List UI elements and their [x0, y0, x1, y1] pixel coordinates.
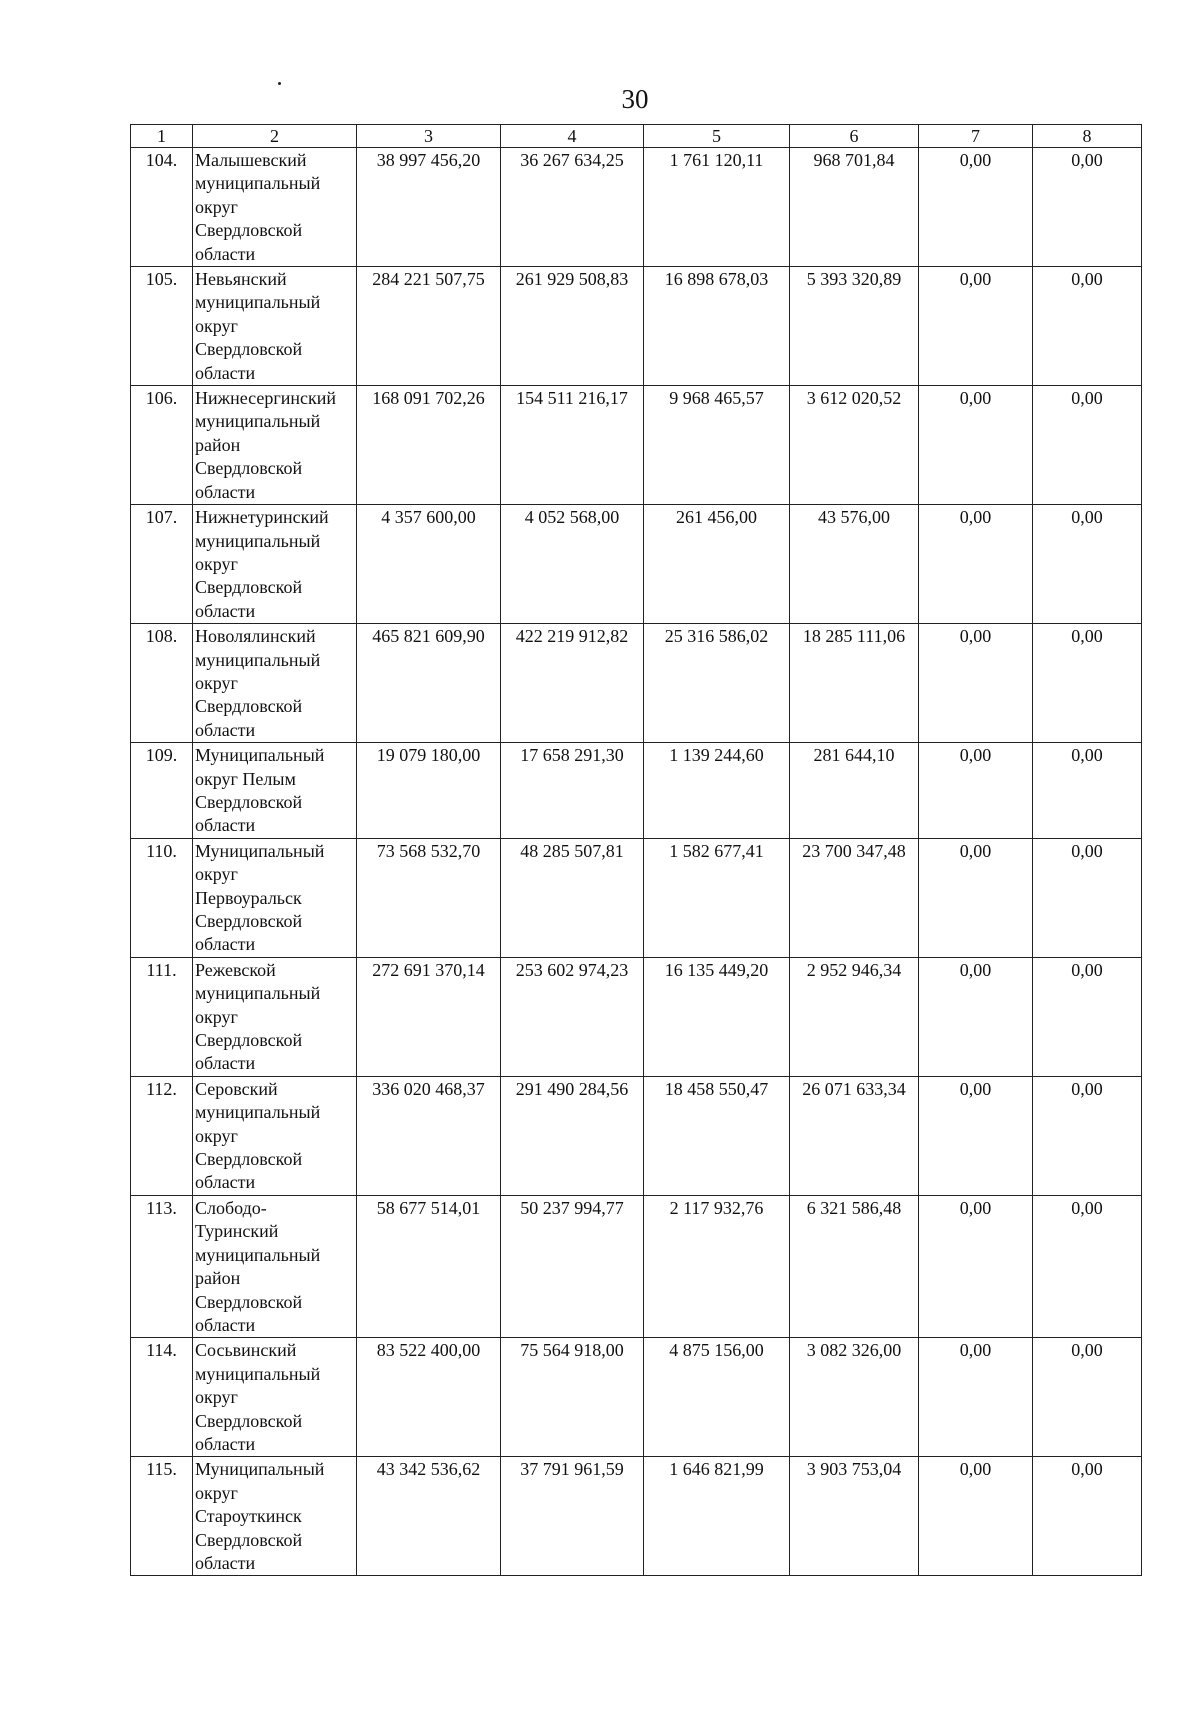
municipality-name-line: округ [195, 672, 238, 693]
table-row [131, 1457, 1142, 1576]
amount-cell-v8: 0,00 [1033, 1076, 1142, 1195]
amount-cell-v3: 4 357 600,00 [357, 505, 501, 624]
municipality-name-line: Слободо- [195, 1197, 267, 1218]
amount-cell-v4: 422 219 912,82 [501, 624, 644, 743]
municipality-name [193, 1076, 357, 1195]
municipality-name-line: Свердловской [195, 911, 303, 931]
amount-cell-v4: 36 267 634,25 [501, 148, 644, 267]
municipality-name-line: Свердловской [195, 339, 303, 360]
amount-cell-v8: 0,00 [1033, 1195, 1142, 1337]
row-number: 115. [131, 1457, 193, 1576]
municipality-name-line: области [195, 1172, 256, 1193]
amount-cell-v7: 0,00 [919, 267, 1033, 386]
amount-cell-v6: 3 612 020,52 [790, 386, 919, 505]
amount-cell-v7: 0,00 [919, 505, 1033, 624]
amount-cell-v4: 48 285 507,81 [501, 838, 644, 957]
municipality-name-line: Свердловской [195, 220, 303, 241]
column-header: 1 [131, 125, 193, 148]
municipality-name-line: Малышевский [195, 150, 307, 170]
municipality-name-line: Сосьвинский [195, 1340, 297, 1361]
municipality-name-line: Свердловской [195, 1529, 303, 1550]
municipality-name-line: муниципальный [195, 411, 321, 432]
amount-cell-v3: 284 221 507,75 [357, 267, 501, 386]
municipality-name [193, 505, 357, 624]
amount-cell-v5: 4 875 156,00 [644, 1338, 790, 1457]
amount-cell-v7: 0,00 [919, 957, 1033, 1076]
amount-cell-v3: 38 997 456,20 [357, 148, 501, 267]
amount-cell-v6: 3 082 326,00 [790, 1338, 919, 1457]
amount-cell-v7: 0,00 [919, 1457, 1033, 1576]
amount-cell-v3: 73 568 532,70 [357, 838, 501, 957]
row-number: 106. [131, 386, 193, 505]
municipality-name-line: Нижнесергинский [195, 388, 336, 409]
municipality-name-line: области [195, 362, 256, 383]
amount-cell-v5: 16 135 449,20 [644, 957, 790, 1076]
table-row [131, 148, 1142, 267]
amount-cell-v8: 0,00 [1033, 505, 1142, 624]
column-header: 4 [501, 125, 644, 148]
table-row [131, 1076, 1142, 1195]
table-row [131, 505, 1142, 624]
municipality-name [193, 148, 357, 267]
amount-cell-v4: 4 052 568,00 [501, 505, 644, 624]
column-header: 3 [357, 125, 501, 148]
row-number: 104. [131, 148, 193, 267]
municipality-name-line: округ Пелым [195, 768, 296, 789]
municipality-name-line: области [195, 815, 256, 836]
column-header: 7 [919, 125, 1033, 148]
amount-cell-v5: 1 582 677,41 [644, 838, 790, 957]
municipality-name-line: Свердловской [195, 1410, 303, 1431]
municipality-name [193, 267, 357, 386]
municipality-name-line: муниципальный [195, 983, 321, 1004]
municipality-name-line: муниципальный [195, 1363, 321, 1384]
amount-cell-v8: 0,00 [1033, 624, 1142, 743]
municipality-name-line: Свердловской [195, 791, 303, 812]
amount-cell-v7: 0,00 [919, 148, 1033, 267]
row-number: 112. [131, 1076, 193, 1195]
amount-cell-v4: 17 658 291,30 [501, 743, 644, 839]
column-header: 5 [644, 125, 790, 148]
municipality-name-line: области [195, 600, 256, 621]
amount-cell-v5: 16 898 678,03 [644, 267, 790, 386]
municipality-name-line: области [195, 481, 256, 502]
amount-cell-v5: 9 968 465,57 [644, 386, 790, 505]
municipality-name-line: округ [195, 553, 238, 574]
amount-cell-v6: 968 701,84 [790, 148, 919, 267]
municipality-name-line: округ [195, 1125, 238, 1146]
amount-cell-v3: 83 522 400,00 [357, 1338, 501, 1457]
municipality-name-line: муниципальный [195, 530, 321, 551]
amount-cell-v5: 25 316 586,02 [644, 624, 790, 743]
municipality-name-line: Свердловской [195, 458, 303, 479]
municipality-name-line: Свердловской [195, 577, 303, 598]
table-row [131, 838, 1142, 957]
amount-cell-v6: 281 644,10 [790, 743, 919, 839]
amount-cell-v4: 154 511 216,17 [501, 386, 644, 505]
amount-cell-v6: 23 700 347,48 [790, 838, 919, 957]
amount-cell-v7: 0,00 [919, 624, 1033, 743]
municipality-name-line: области [195, 1053, 256, 1074]
amount-cell-v6: 5 393 320,89 [790, 267, 919, 386]
municipality-name [193, 1195, 357, 1337]
municipality-name-line: области [195, 719, 256, 740]
amount-cell-v8: 0,00 [1033, 1338, 1142, 1457]
municipality-name [193, 1457, 357, 1576]
row-number: 110. [131, 838, 193, 957]
amount-cell-v3: 272 691 370,14 [357, 957, 501, 1076]
amount-cell-v5: 1 761 120,11 [644, 148, 790, 267]
municipality-name-line: Первоуральск [195, 887, 302, 908]
row-number: 108. [131, 624, 193, 743]
municipality-name-line: Свердловской [195, 696, 303, 717]
municipality-name [193, 624, 357, 743]
municipality-name-line: Туринский [195, 1221, 279, 1242]
amount-cell-v8: 0,00 [1033, 957, 1142, 1076]
municipality-name-line: Невьянский [195, 269, 287, 290]
municipality-name [193, 1338, 357, 1457]
amount-cell-v3: 465 821 609,90 [357, 624, 501, 743]
table-row [131, 1195, 1142, 1337]
municipality-name-line: Серовский [195, 1078, 278, 1099]
municipality-name-line: округ [195, 315, 238, 336]
municipality-name-line: округ [195, 196, 238, 217]
amount-cell-v5: 261 456,00 [644, 505, 790, 624]
municipality-name-line: области [195, 243, 256, 264]
amount-cell-v7: 0,00 [919, 1338, 1033, 1457]
municipality-name-line: Свердловской [195, 1291, 303, 1312]
column-header: 6 [790, 125, 919, 148]
municipality-name-line: Муниципальный [195, 1459, 325, 1480]
table-row [131, 386, 1142, 505]
column-header: 2 [193, 125, 357, 148]
municipality-name-line: округ [195, 1006, 238, 1027]
amount-cell-v3: 58 677 514,01 [357, 1195, 501, 1337]
table-row [131, 957, 1142, 1076]
municipality-name-line: муниципальный [195, 292, 321, 313]
row-number: 105. [131, 267, 193, 386]
table-row [131, 267, 1142, 386]
amount-cell-v6: 43 576,00 [790, 505, 919, 624]
municipality-name-line: муниципальный [195, 649, 321, 670]
amount-cell-v8: 0,00 [1033, 148, 1142, 267]
municipality-name-line: Муниципальный [195, 840, 325, 861]
table-row [131, 624, 1142, 743]
amount-cell-v5: 2 117 932,76 [644, 1195, 790, 1337]
amount-cell-v8: 0,00 [1033, 267, 1142, 386]
amount-cell-v4: 50 237 994,77 [501, 1195, 644, 1337]
amount-cell-v4: 37 791 961,59 [501, 1457, 644, 1576]
row-number: 114. [131, 1338, 193, 1457]
amount-cell-v6: 18 285 111,06 [790, 624, 919, 743]
municipality-name-line: муниципальный [195, 1102, 321, 1123]
municipality-name-line: муниципальный [195, 173, 321, 194]
municipality-name-line: округ [195, 1387, 238, 1408]
budget-table [130, 124, 1142, 1576]
column-header: 8 [1033, 125, 1142, 148]
amount-cell-v3: 19 079 180,00 [357, 743, 501, 839]
amount-cell-v5: 1 646 821,99 [644, 1457, 790, 1576]
amount-cell-v6: 2 952 946,34 [790, 957, 919, 1076]
municipality-name-line: муниципальный [195, 1244, 321, 1265]
municipality-name [193, 386, 357, 505]
amount-cell-v3: 43 342 536,62 [357, 1457, 501, 1576]
amount-cell-v7: 0,00 [919, 1195, 1033, 1337]
amount-cell-v8: 0,00 [1033, 386, 1142, 505]
municipality-name-line: Нижнетуринский [195, 507, 329, 528]
amount-cell-v8: 0,00 [1033, 743, 1142, 839]
municipality-name [193, 957, 357, 1076]
amount-cell-v4: 253 602 974,23 [501, 957, 644, 1076]
municipality-name-line: области [195, 1433, 256, 1454]
table-row [131, 1338, 1142, 1457]
municipality-name-line: области [195, 1314, 256, 1335]
amount-cell-v8: 0,00 [1033, 1457, 1142, 1576]
municipality-name-line: округ [195, 864, 238, 885]
municipality-name-line: Режевской [195, 959, 276, 980]
amount-cell-v5: 1 139 244,60 [644, 743, 790, 839]
municipality-name-line: округ [195, 1482, 238, 1503]
municipality-name-line: Свердловской [195, 1030, 303, 1051]
amount-cell-v5: 18 458 550,47 [644, 1076, 790, 1195]
municipality-name [193, 838, 357, 957]
municipality-name-line: области [195, 1552, 256, 1573]
row-number: 113. [131, 1195, 193, 1337]
municipality-name-line: Муниципальный [195, 745, 325, 766]
municipality-name-line: Староуткинск [195, 1506, 302, 1527]
municipality-name-line: области [195, 934, 256, 955]
row-number: 111. [131, 957, 193, 1076]
amount-cell-v7: 0,00 [919, 1076, 1033, 1195]
row-number: 107. [131, 505, 193, 624]
municipality-name-line: Новолялинский [195, 626, 316, 647]
amount-cell-v7: 0,00 [919, 386, 1033, 505]
amount-cell-v4: 261 929 508,83 [501, 267, 644, 386]
amount-cell-v6: 6 321 586,48 [790, 1195, 919, 1337]
amount-cell-v7: 0,00 [919, 743, 1033, 839]
municipality-name-line: Свердловской [195, 1149, 303, 1170]
row-number: 109. [131, 743, 193, 839]
page-number: 30 [621, 84, 649, 114]
amount-cell-v3: 336 020 468,37 [357, 1076, 501, 1195]
amount-cell-v6: 26 071 633,34 [790, 1076, 919, 1195]
amount-cell-v6: 3 903 753,04 [790, 1457, 919, 1576]
header-row [131, 125, 1142, 148]
amount-cell-v4: 291 490 284,56 [501, 1076, 644, 1195]
municipality-name [193, 743, 357, 839]
amount-cell-v4: 75 564 918,00 [501, 1338, 644, 1457]
amount-cell-v8: 0,00 [1033, 838, 1142, 957]
municipality-name-line: район [195, 1268, 241, 1289]
table-row [131, 743, 1142, 839]
amount-cell-v7: 0,00 [919, 838, 1033, 957]
municipality-name-line: район [195, 434, 241, 455]
amount-cell-v3: 168 091 702,26 [357, 386, 501, 505]
